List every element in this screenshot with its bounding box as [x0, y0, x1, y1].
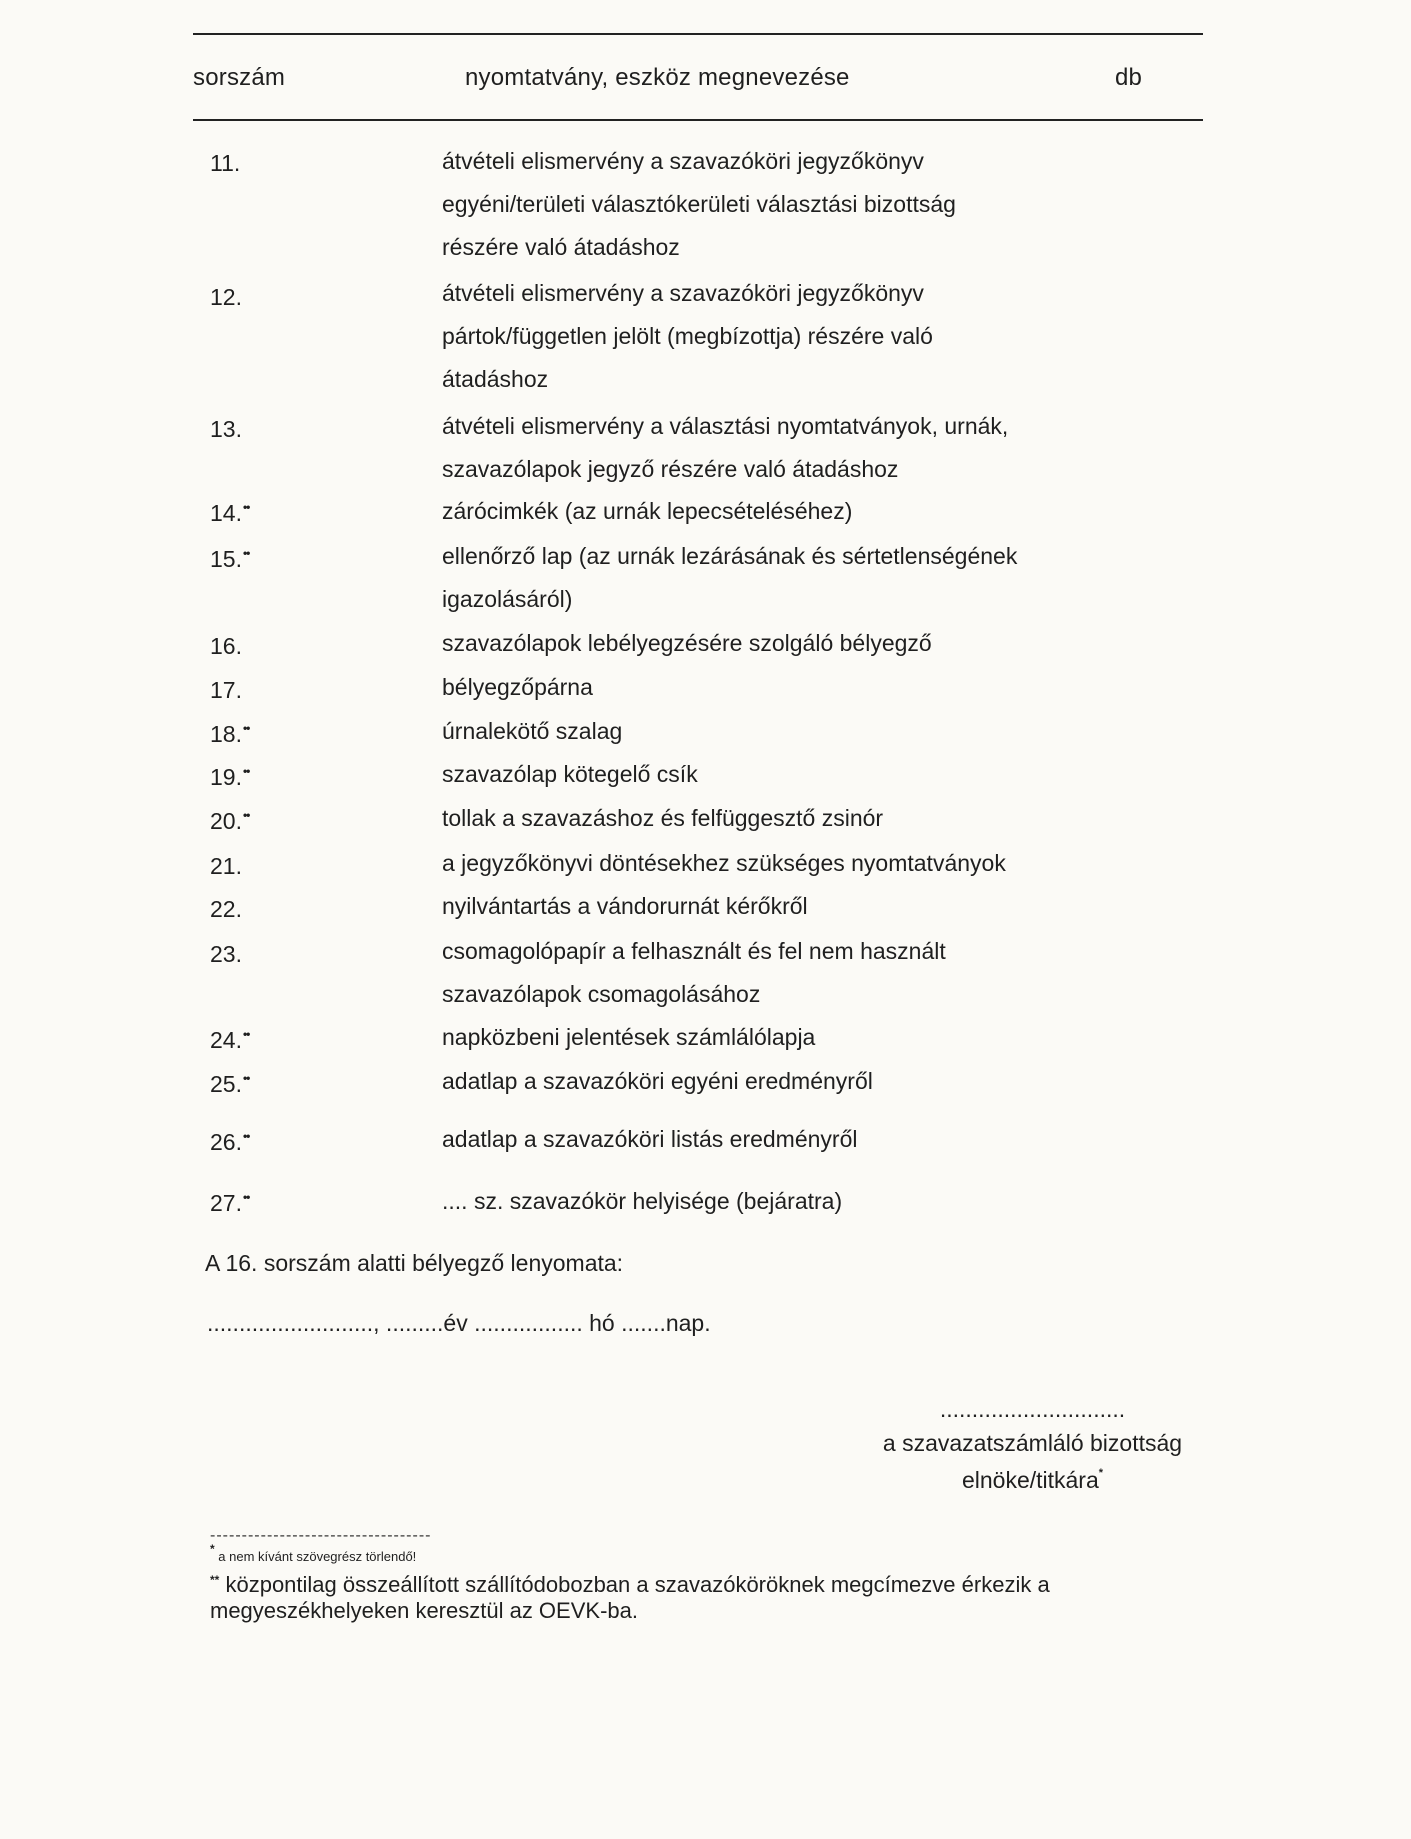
header-number: sorszám: [193, 64, 286, 91]
item-number: 14.••: [210, 500, 250, 526]
signature-line1: a szavazatszámláló bizottság: [882, 1430, 1183, 1456]
item-number: 19.••: [210, 764, 250, 790]
header-name: nyomtatvány, eszköz megnevezése: [465, 64, 850, 91]
item-description: adatlap a szavazóköri egyéni eredményről: [442, 1068, 873, 1094]
item-number: 26.••: [210, 1129, 250, 1155]
item-description: szavazólap kötegelő csík: [442, 761, 698, 787]
signature-line2: elnöke/titkára*: [961, 1467, 1104, 1493]
signature-block: [850, 1394, 1215, 1495]
item-number: 17.: [210, 677, 242, 703]
footnote-2: ** központilag összeállított szállítódobozban a szavazóköröknek megcímezve érkezik a megyeszékhelyeken keresztül az OEVK-ba.: [210, 1572, 1050, 1623]
item-description: átvételi elismervény a választási nyomtatványok, urnák, szavazólapok jegyző részére való átadáshoz: [442, 413, 1009, 482]
item-description: adatlap a szavazóköri listás eredményről: [442, 1126, 858, 1152]
item-number: 22.: [210, 896, 242, 922]
item-description: zárócimkék (az urnák lepecsételéséhez): [442, 498, 853, 524]
item-number: 27.••: [210, 1190, 250, 1216]
item-description: csomagolópapír a felhasznált és fel nem használt szavazólapok csomagolásához: [442, 938, 946, 1007]
item-number: 16.: [210, 633, 242, 659]
item-description: bélyegzőpárna: [442, 674, 593, 700]
item-number: 24.••: [210, 1027, 250, 1053]
item-number: 15.••: [210, 546, 250, 572]
item-description: nyilvántartás a vándorurnát kérőkről: [442, 893, 808, 919]
item-number: 23.: [210, 941, 242, 967]
footnote-1: * a nem kívánt szövegrész törlendő!: [210, 1542, 417, 1564]
item-description: .... sz. szavazókör helyisége (bejáratra): [442, 1188, 843, 1214]
item-description: napközbeni jelentések számlálólapja: [442, 1024, 816, 1050]
item-description: átvételi elismervény a szavazóköri jegyzőkönyv pártok/független jelölt (megbízottja) részére való átadáshoz: [442, 280, 933, 392]
item-number: 21.: [210, 853, 242, 879]
item-number: 18.••: [210, 721, 250, 747]
item-number: 20.••: [210, 808, 250, 834]
signature-dots: .............................: [939, 1396, 1126, 1422]
item-number: 25.••: [210, 1071, 250, 1097]
date-line: .........................., .........év ................. hó .......nap.: [207, 1310, 711, 1336]
footnote-separator: -----------------------------------: [210, 1527, 432, 1544]
item-number: 12.: [210, 284, 242, 310]
header-qty: db: [1115, 64, 1143, 91]
item-description: szavazólapok lebélyegzésére szolgáló bélyegző: [442, 630, 932, 656]
header-bottom-rule: [193, 119, 1203, 121]
item-description: úrnalekötő szalag: [442, 718, 623, 744]
item-description: a jegyzőkönyvi döntésekhez szükséges nyomtatványok: [442, 850, 1006, 876]
stamp-note: A 16. sorszám alatti bélyegző lenyomata:: [205, 1250, 624, 1276]
item-description: átvételi elismervény a szavazóköri jegyzőkönyv egyéni/területi választókerületi választási bizottság részére való átadáshoz: [442, 148, 956, 260]
item-description: tollak a szavazáshoz és felfüggesztő zsinór: [442, 805, 884, 831]
item-description: ellenőrző lap (az urnák lezárásának és sértetlenségének igazolásáról): [442, 543, 1018, 612]
header-top-rule: [193, 33, 1203, 35]
item-number: 13.: [210, 416, 242, 442]
item-number: 11.: [210, 150, 241, 176]
